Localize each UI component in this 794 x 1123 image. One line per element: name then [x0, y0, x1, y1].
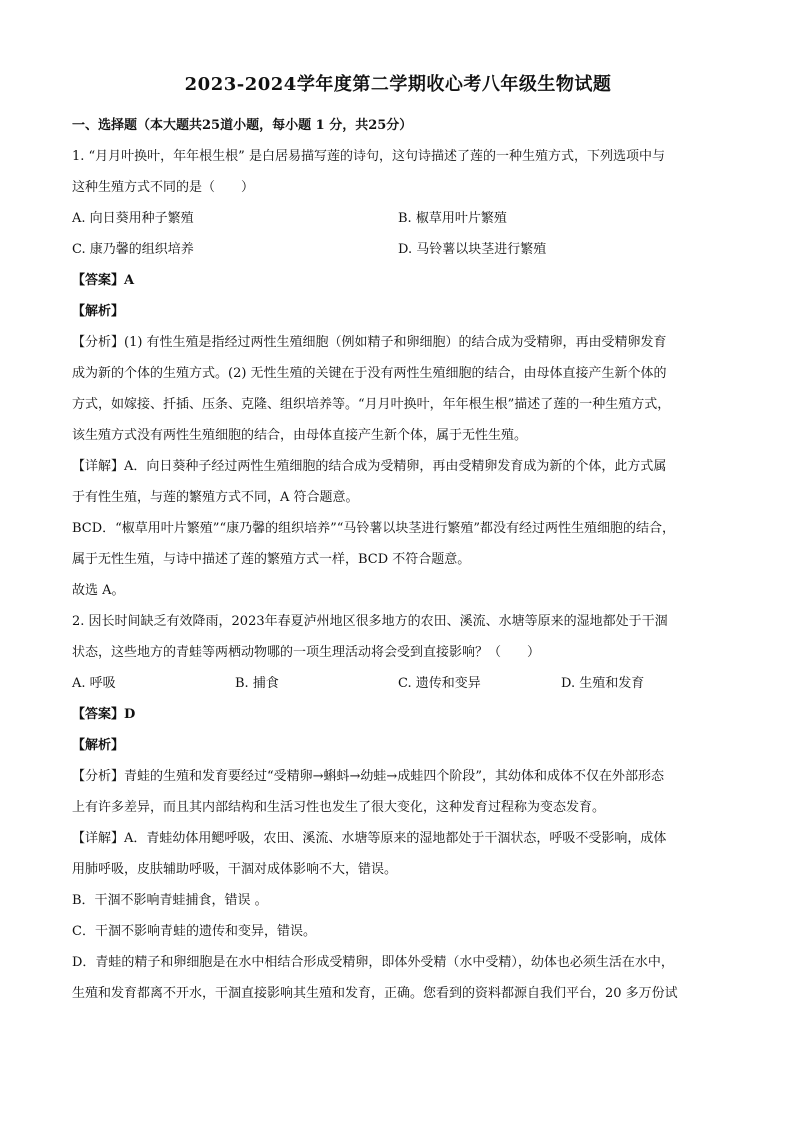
q1-option-d: D. 马铃薯以块茎进行繁殖 — [398, 242, 547, 257]
page-title: 2023-2024学年度第二学期收心考八年级生物试题 — [184, 74, 612, 95]
q2-stem-line2: 状态，这些地方的青蛙等两栖动物哪的一项生理活动将会受到直接影响？（ ） — [72, 645, 541, 660]
q2-detail-line1: 【详解】A．青蛙幼体用鳃呼吸，农田、溪流、水塘等原来的湿地都处于干涸状态，呼吸不受影响，成体 — [72, 831, 667, 846]
q1-answer: 【答案】A — [72, 273, 135, 288]
section-heading: 一、选择题（本大题共25道小题，每小题 1 分，共25分） — [72, 118, 413, 133]
q2-jiexi: 【解析】 — [72, 738, 125, 753]
q1-detail-line4: 属于无性生殖，与诗中描述了莲的繁殖方式一样，BCD 不符合题意。 — [72, 552, 471, 567]
q2-detail-d-line1: D．青蛙的精子和卵细胞是在水中相结合形成受精卵，即体外受精（水中受精），幼体也必须生活在水中， — [72, 955, 674, 970]
q1-stem-line2: 这种生殖方式不同的是（ ） — [72, 180, 255, 195]
q2-analysis-line2: 上有许多差异，而且其内部结构和生活习性也发生了很大变化，这种发育过程称为变态发育。 — [72, 800, 606, 815]
q2-detail-b: B．干涸不影响青蛙捕食，错误 。 — [72, 893, 268, 908]
q1-option-c: C. 康乃馨的组织培养 — [72, 242, 194, 257]
q2-analysis-line1: 【分析】青蛙的生殖和发育要经过“受精卵→蝌蚪→幼蛙→成蛙四个阶段”，其幼体和成体不仅在外部形态 — [72, 769, 664, 784]
q1-detail-line1: 【详解】A．向日葵种子经过两性生殖细胞的结合成为受精卵，再由受精卵发育成为新的个体，此方式属 — [72, 459, 667, 474]
q1-option-b: B. 椒草用叶片繁殖 — [398, 211, 507, 226]
q1-stem-line1: 1. “月月叶换叶，年年根生根” 是白居易描写莲的诗句，这句诗描述了莲的一种生殖方式，下列选项中与 — [72, 149, 665, 164]
q1-analysis-line4: 该生殖方式没有两性生殖细胞的结合，由母体直接产生新个体，属于无性生殖。 — [72, 428, 528, 443]
q1-jiexi: 【解析】 — [72, 304, 125, 319]
q1-options — [72, 203, 724, 265]
q2-detail-d-line2: 生殖和发育都离不开水，干涸直接影响其生殖和发育，正确。您看到的资料都源自我们平台，20 多万份试 — [72, 986, 678, 1001]
q2-option-a: A. 呼吸 — [72, 676, 116, 691]
q2-option-c: C. 遗传和变异 — [398, 676, 481, 691]
exam-page — [72, 70, 724, 1009]
q2-options — [72, 668, 724, 699]
q2-detail-line2: 用肺呼吸，皮肤辅助呼吸，干涸对成体影响不大，错误。 — [72, 862, 398, 877]
q1-detail-line3: BCD．“椒草用叶片繁殖”“康乃馨的组织培养”“马铃薯以块茎进行繁殖”都没有经过两性生殖细胞的结合， — [72, 521, 676, 536]
q1-analysis-line3: 方式，如嫁接、扦插、压条、克隆、组织培养等。“月月叶换叶，年年根生根”描述了莲的一种生殖方式， — [72, 397, 671, 412]
q2-option-d: D. 生殖和发育 — [561, 676, 645, 691]
q2-option-b: B. 捕食 — [235, 676, 279, 691]
q2-answer: 【答案】D — [72, 707, 136, 722]
q2-detail-c: C．干涸不影响青蛙的遗传和变异，错误。 — [72, 924, 316, 939]
q1-conclusion: 故选 A。 — [72, 583, 125, 598]
q2-stem-line1: 2. 因长时间缺乏有效降雨，2023年春夏泸州地区很多地方的农田、溪流、水塘等原来的湿地都处于干涸 — [72, 614, 668, 629]
q1-analysis-line2: 成为新的个体的生殖方式。(2) 无性生殖的关键在于没有两性生殖细胞的结合，由母体直接产生新个体的 — [72, 366, 667, 381]
q1-option-a: A. 向日葵用种子繁殖 — [72, 211, 194, 226]
q1-analysis-line1: 【分析】(1) 有性生殖是指经过两性生殖细胞（例如精子和卵细胞）的结合成为受精卵，再由受精卵发育 — [72, 335, 667, 350]
q1-detail-line2: 于有性生殖，与莲的繁殖方式不同，A 符合题意。 — [72, 490, 359, 505]
